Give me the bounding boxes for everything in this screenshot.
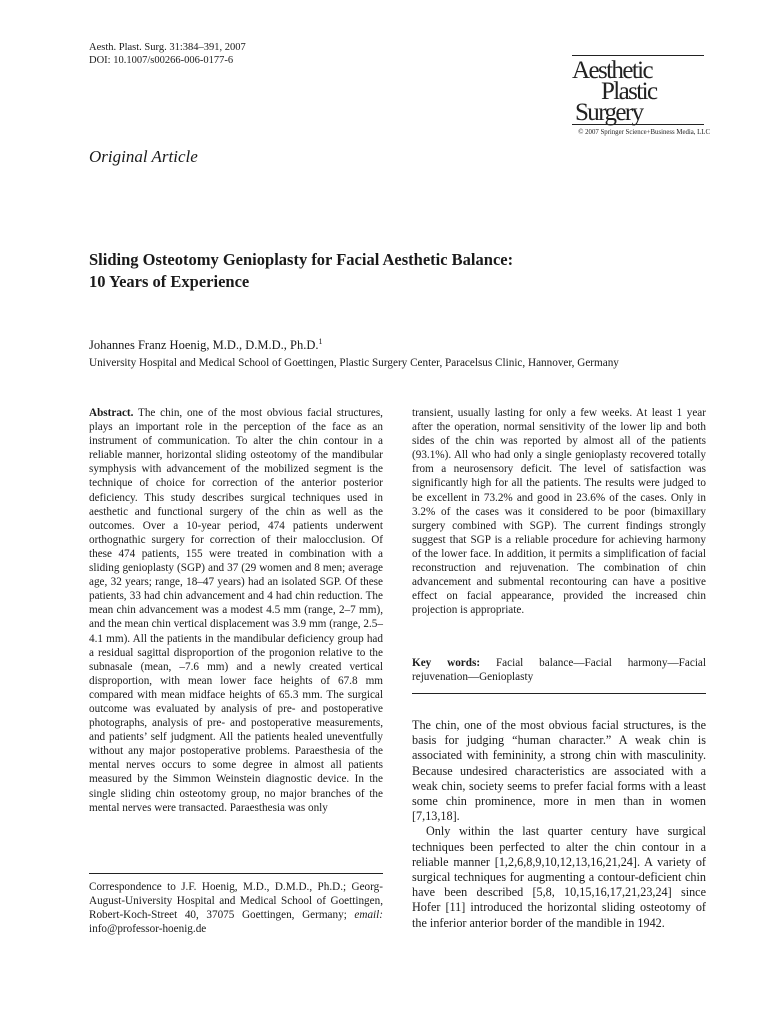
correspondence xyxy=(89,880,383,936)
keywords-bottom-rule xyxy=(412,693,706,694)
citation-block xyxy=(89,42,246,67)
keywords xyxy=(412,656,706,684)
logo-word-1: Aesthetic xyxy=(572,57,653,84)
logo-word-2: Plastic xyxy=(601,78,657,105)
abstract-label: Abstract. xyxy=(89,407,134,419)
correspondence-rule xyxy=(89,873,383,874)
title-line-2: 10 Years of Experience xyxy=(89,272,250,291)
title-line-1: Sliding Osteotomy Genioplasty for Facial Aesthetic Balance: xyxy=(89,250,514,269)
logo-top-rule xyxy=(572,55,704,56)
correspondence-text: Correspondence to J.F. Hoenig, M.D., D.M.D., Ph.D.; Georg-August-University Hospital and Medical School of Goettingen, Robert-Koch-Street 40, 37075 Goettingen, Germany; xyxy=(89,881,383,922)
keywords-label: Key words: xyxy=(412,657,481,669)
article-type: Original Article xyxy=(89,147,198,166)
author-name: Johannes Franz Hoenig, M.D., D.M.D., Ph.D. xyxy=(89,338,319,352)
abstract-left-column xyxy=(89,406,383,815)
citation-line: Aesth. Plast. Surg. 31:384–391, 2007 xyxy=(89,42,246,53)
author-affiliation-mark: 1 xyxy=(318,337,323,346)
journal-logo xyxy=(572,57,704,126)
intro-paragraph-1: The chin, one of the most obvious facial structures, is the basis for judging “human character.” A weak chin is associated with femininity, a strong chin with masculinity. Because undesired characteristics are associated with a weak chin, society seems to prefer facial forms with a least some chin prominence, more in men than in women [7,13,18]. xyxy=(412,718,706,824)
abstract-text-left: The chin, one of the most obvious facial structures, plays an important role in the perception of the face as an instrument of communication. To alter the chin contour in a reliable manner, horizontal sliding osteotomy of the mandibular symphysis with advancement of the mobilized segment is the technique of choice for correction of the anterior posterior deficiency. This study describes surgical techniques used in aesthetic and functional surgery of the chin as well as the outcomes. Over a 10-year period, 474 patients underwent orthognathic surgery for correction of their malocclusion. Of these 474 patients, 155 were treated in combination with a sliding genioplasty (SGP) and 37 (29 women and 8 men; average age, 32 years; range, 18–47 years) had an isolated SGP. Of these patients, 33 had chin advancement and 4 had chin reduction. The mean chin advancement was a modest 4.5 mm (range, 2–7 mm), and the mean chin vertical displacement was 3.9 mm (range, 2.5–4.1 mm). All the patients in the mandibular deficiency group had a residual sagittal disproportion of the progonion relative to the subnasale (mean, –7.6 mm) and a newly created vertical disproportion, with mean lower face heights of 67.8 mm compared with mean midface heights of 65.3 mm. The surgical outcome was evaluated by analysis of pre- and postoperative photographs, analysis of pre- and postoperative measurements, and patients’ self judgment. All the patients healed uneventfully without any major postoperative problems. Paraesthesia of the mental nerves occurs to some degree in almost all patients measured by the Simmon Weinstein diagnostic device. In the single sliding chin osteotomy group, no major branches of the mental nerves were transacted. Paraesthesia was only xyxy=(89,407,383,814)
logo-word-3: Surgery xyxy=(575,99,643,126)
introduction xyxy=(412,718,706,931)
copyright-notice: © 2007 Springer Science+Business Media, LLC xyxy=(578,129,710,136)
affiliation: University Hospital and Medical School of Goettingen, Plastic Surgery Center, Paracelsus Clinic, Hannover, Germany xyxy=(89,357,619,369)
doi-line: DOI: 10.1007/s00266-006-0177-6 xyxy=(89,54,234,66)
email-link[interactable]: info@professor-hoenig.de xyxy=(89,923,207,936)
abstract-right-column: transient, usually lasting for only a few weeks. At least 1 year after the operation, normal sensitivity of the lower lip and both sides of the chin was reported by almost all of the patients (93.1%). All who had only a single genioplasty recovered totally from a neurosensory deficit. The level of satisfaction was significantly high for all the patients. The results were judged to be excellent in 73.2% and good in 23.6% of the cases. Only in 3.2% of the cases was it considered to be poor (bimaxillary surgery combined with SGP). The current findings strongly suggest that SGP is a reliable procedure for achieving harmony of the lower face. In addition, it permits a simplification of facial reconstruction and rejuvenation. The combination of chin advancement and submental recontouring can have a positive effect on facial appearance, provided the increased chin projection is appropriate. xyxy=(412,407,706,617)
intro-paragraph-2: Only within the last quarter century have surgical techniques been perfected to alter the chin contour in a reliable manner [1,2,6,8,9,10,12,13,16,21,24]. A variety of surgical techniques for augmenting a contour-deficient chin have been described [5,8, 10,15,16,17,21,23,24] since Hofer [11] introduced the horizontal sliding osteotomy of the inferior anterior border of the mandible in 1942. xyxy=(412,824,706,930)
email-label: email: xyxy=(354,909,384,922)
keywords-text: Facial balance—Facial harmony—Facial rejuvenation—Genioplasty xyxy=(412,657,707,684)
author-line xyxy=(89,334,323,353)
logo-bottom-rule xyxy=(572,124,704,125)
article-title xyxy=(89,249,609,293)
